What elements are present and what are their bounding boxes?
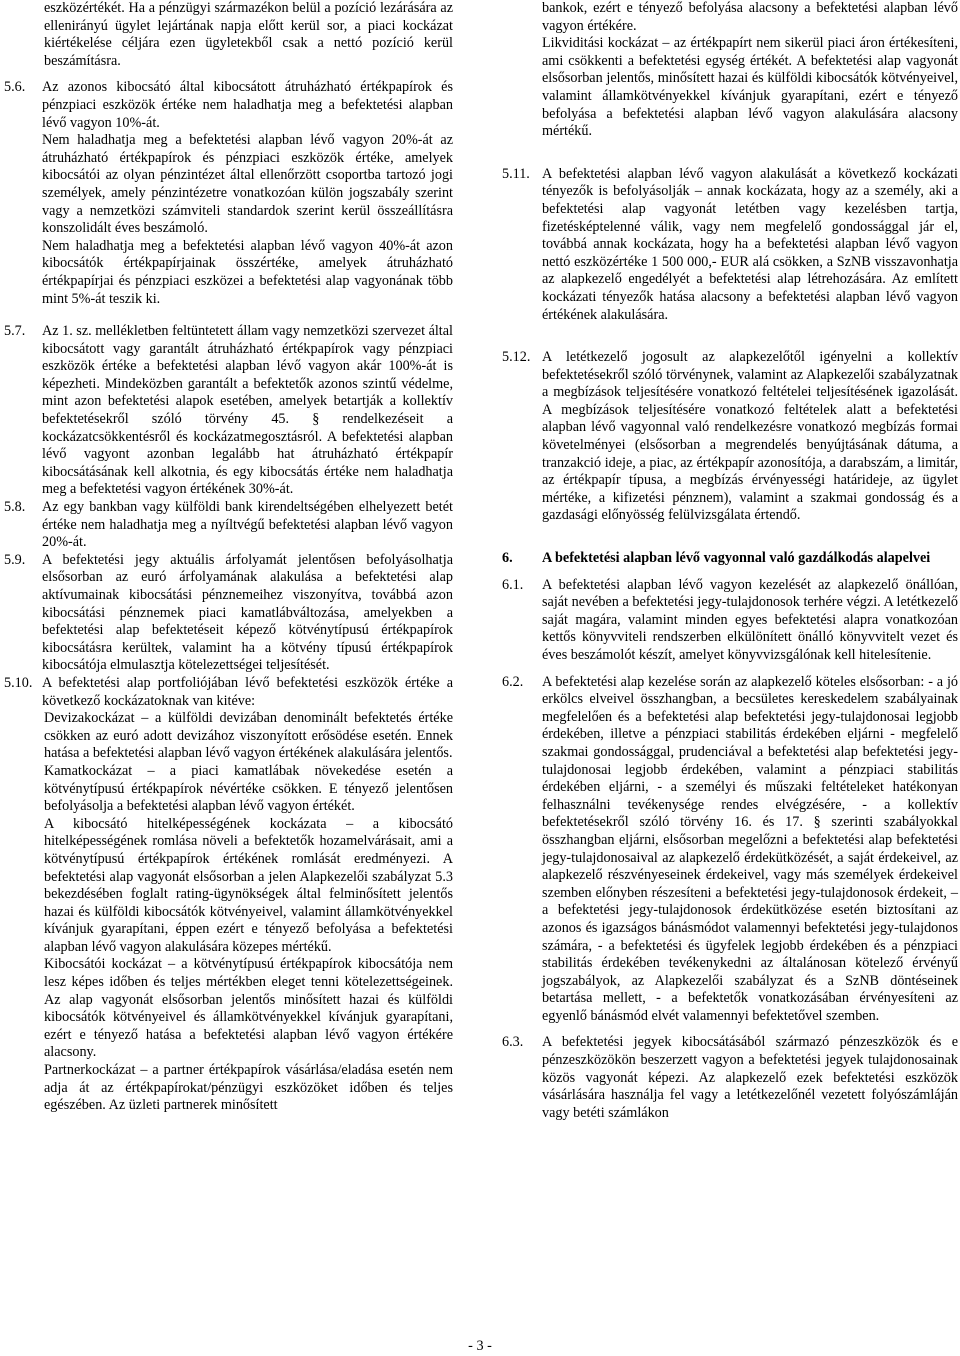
paragraph: A befektetési alap portfoliójában lévő befektetési eszközök értéke a következő kockázatoknak van kitéve: <box>42 674 453 709</box>
paragraph: A befektetési alapban lévő vagyon kezelését az alapkezelő önállóan, saját nevében a befektetési jegy-tulajdonosok terhére végzi. A letétkezelő saját magára, valamint minden egyes befektetési alapra vonatkozóan kettős könyvviteli rendszerben elkülönített önálló könyvvitelt vezet és éves beszámolót készít, amelyet könyvvizsgálónak kell hitelesítenie. <box>542 576 958 663</box>
risk-list <box>4 710 453 1115</box>
paragraph-continuation: eszközértékét. Ha a pénzügyi származékon belül a pozíció lezárására az ellenirányú ügylet lejártának napja előtt kerül sor, a piaci kockázat kiértékelése céljára ezen ügyletekből csak a nettó pozíció kerül beszámításra. <box>44 0 453 69</box>
risk-list-continued <box>502 0 958 141</box>
section-5-10 <box>4 675 453 710</box>
paragraph: Az egy bankban vagy külföldi bank kirendeltségében elhelyezett betét értéke nem haladhatja meg a nyíltvégű befektetési alapban lévő vagyon 20%-át. <box>42 499 453 551</box>
paragraph: A befektetési jegy aktuális árfolyamát jelentősen befolyásolhatja elsősorban az euró árfolyamának alakulása a befektetési alap aktívumainak kibocsátási pénznemeihez viszonyítva, továbbá azon kibocsátási pénznemek piaci kamatlábváltozása, amelyekben a befektetési alap befektetéseit képező kötvénytípusú értékpapírok kibocsátásra kerültek, valamint ha a kötvény típusú értékpapírok kibocsátója elmulasztja kötelezettségei teljesítését. <box>42 551 453 674</box>
paragraph: A kibocsátó hitelképességének kockázata – a kibocsátó hitelképességének romlása növeli a befektetők hozamelvárásait, ami a kötvénytípusú értékpapírok értékének romlását eredményezi. A befektetési alap vagyonát elsősorban a jelen Alapkezelői szabályzat 5.3 bekezdésében foglalt rating-ügynökségek által felminősített jelentős hazai és külföldi kibocsátók kötvényeivel, valamint államkötvényekkel kívánjuk gyarapítani, éppen ezért e tényező befolyása a befektetési alapban lévő vagyon alakulására közepes mértékű. <box>44 815 453 955</box>
paragraph: Az 1. sz. mellékletben feltüntetett állam vagy nemzetközi szervezet által kibocsátott vagy garantált átruházható értékpapírok vagy pénzpiaci eszközök értéke a befektetési alapban lévő vagyon akár 100%-át is képezheti. Mindeközben garantált a befektetők azonos szintű védelme, mint azon befektetési alapok esetében, amelyek betartják a kollektív befektetésekről szóló törvény 45. § rendelkezéseit a kockázatcsökkentésről és kockázatmegosztásról. A befektetési alapban lévő vagyont azonban legalább hat átruházható értékpapír kibocsátásának kell alkotnia, és egy kibocsátás értéke nem haladhatja meg a befektetési vagyon értékének 30%-át. <box>42 323 453 498</box>
paragraph: A befektetési alap kezelése során az alapkezelő köteles elsősorban: - a jó erkölcs elveivel összhangban, a becsületes kereskedelem szabályainak megfelelően és a befektetési alap befektetési jegy-tulajdonosai legjobb érdekében, illetve a pénzpiaci stabilitás érdekében eljárni - megfelelő szakmai gondossággal, prudenciával a befektetési alap befektetési jegy-tulajdonosai legjobb érdekében, valamint a pénzpiaci stabilitás érdekében eljárni, - a személyi és műszaki feltételeket hatékonyan felhasználni tevékenysége rendes elvégzésére, - a kollektív befektetésekről szóló törvény 16. és 17. § szerinti szabályokkal összhangban eljárni, elsősorban megelőzni a befektetési alap befektetési jegy-tulajdonosaival az alapkezelő érdekütközését, a saját érdekeivel, az alapkezelő részvényeseinek érdekeivel, vagy más személyek érdekeivel szemben előnyben részesíteni a befektetési jegy-tulajdonosok érdekeit, – a befektetési jegy-tulajdonosok érdekütközése esetén biztosítani az azonos és igazságos bánásmódot valamennyi befektetési jegy-tulajdonos számára, - a befektetési és ügyfelek legjobb érdekében és a pénzpiaci stabilitás érdekében tevékenykedni az általánosan kötelező érvényű jogszabályok, az Alapkezelői szabályzat és a SzNB döntéseinek betartása mellett, - a befektetők vonatkozásában érvényesíteni az egyenlő bánásmód elvét valamennyi befektetővel szemben. <box>542 673 958 1024</box>
section-number: 5.7. <box>4 323 26 340</box>
page-number: - 3 - <box>468 1338 492 1354</box>
section-5-6 <box>4 79 453 308</box>
section-title: A befektetési alapban lévő vagyonnal való gazdálkodás alapelvei <box>542 550 931 567</box>
section-number: 5.10. <box>4 674 33 691</box>
section-6-3 <box>502 1034 958 1122</box>
section-5-12 <box>502 349 958 525</box>
paragraph: A befektetési jegyek kibocsátásából származó pénzeszközök és e pénzeszközökön beszerzett vagyon a befektetési jegyek tulajdonosainak közös vagyonát képezi. Az alapkezelő ezek befektetési eszközök vásárlására használja fel vagy a letétkezelőnél vezetett folyószámláján vagy betéti számlákon <box>542 1034 958 1121</box>
section-number: 5.12. <box>502 349 531 366</box>
section-number: 6.1. <box>502 576 524 593</box>
section-6-2 <box>502 674 958 1026</box>
section-number: 6.2. <box>502 673 524 690</box>
paragraph: Partnerkockázat – a partner értékpapírok vásárlása/eladása esetén nem adja át az értékpapírokat/pénzügyi eszközöket időben és teljes egészében. Az üzleti partnerek minősített <box>44 1062 453 1114</box>
section-number: 5.8. <box>4 499 26 516</box>
section-number: 5.9. <box>4 551 26 568</box>
section-5-11 <box>502 166 958 324</box>
paragraph: Az azonos kibocsátó által kibocsátott átruházható értékpapírok és pénzpiaci eszközök értéke nem haladhatja meg a befektetési alapban lévő vagyon 10%-át. <box>42 79 453 131</box>
paragraph: Devizakockázat – a külföldi devizában denominált befektetés értéke csökken az euró adott devizához viszonyított erősödése esetén. Ennek hatása a befektetési alapban lévő vagyon értékének alakulására jelentős. <box>44 710 453 762</box>
section-number: 5.6. <box>4 79 26 96</box>
section-5-7 <box>4 323 453 499</box>
paragraph: Kamatkockázat – a piaci kamatlábak növekedése esetén a kötvénytípusú értékpapírok névértéke csökken. E tényező jelentősen befolyásolja a befektetési alapban lévő vagyon értékét. <box>44 762 453 815</box>
paragraph: Nem haladhatja meg a befektetési alapban lévő vagyon 40%-át azon kibocsátók értékpapírjainak összértéke, amelyek átruházható értékpapírjai és pénzpiaci eszközei a befektetési alap vagyonának több mint 5%-át teszik ki. <box>42 237 453 307</box>
paragraph: Nem haladhatja meg a befektetési alapban lévő vagyon 20%-át az átruházható értékpapírok és pénzpiaci eszközök értéke, amelyek kibocsátói az olyan pénzintézet által ellenőrzött csoportba tartozó jogi személyek, amely pénzintézetre vonatkozóan külön jogszabály szerint vagy a nemzetközi számviteli standardok szerint kerül összeállításra konszolidált éves beszámoló. <box>42 132 453 237</box>
paragraph: A befektetési alapban lévő vagyon alakulását a következő kockázati tényezők is befolyásolják – annak kockázata, hogy az a személy, aki a befektetési alap vagyonát letétben vagy kezelésben tartja, fizetésképtelenné válik, vagy nem megfelelő gondossággal jár el, továbbá annak kockázata, hogy ha a befektetési alapban lévő vagyon nettó eszközértéke 1 500 000,- EUR alá csökken, a SzNB visszavonhatja az alapkezelő engedélyét a befektetési alap létrehozására. Az említett kockázati tényezők hatása alacsony a befektetési alapban lévő vagyon értékének alakulására. <box>542 165 958 323</box>
right-column <box>502 0 958 1122</box>
section-number: 6.3. <box>502 1034 524 1051</box>
section-number: 6. <box>502 550 513 567</box>
section-number: 5.11. <box>502 165 530 182</box>
paragraph: Likviditási kockázat – az értékpapírt nem sikerül piaci áron értékesíteni, ami csökkenti a befektetési egység értékét. A befektetési alap vagyonát elsősorban jelentős, minősített hazai és külföldi kibocsátók kötvényeivel, valamint államkötvényekkel kívánjuk gyarapítani, ezért e tényező befolyása a befektetési alapban lévő vagyon alakulására alacsony mértékű. <box>542 35 958 140</box>
section-5-9 <box>4 552 453 675</box>
section-6-1 <box>502 577 958 665</box>
paragraph: Kibocsátói kockázat – a kötvénytípusú értékpapírok kibocsátója nem lesz képes időben és teljes mértékben eleget tenni kötelezettségeinek. Az alap vagyonát elsősorban jelentős minősített hazai és külföldi kibocsátók kötvényeivel és államkötvényekkel kívánjuk gyarapítani, ezért e tényező hatása a befektetési alapban lévő vagyon értékére alacsony. <box>44 956 453 1061</box>
section-6-heading <box>502 550 958 568</box>
paragraph: A letétkezelő jogosult az alapkezelőtől igényelni a kollektív befektetésekről szóló törvénynek, valamint az Alapkezelői szabályzatnak a megbízások teljesítésére vonatkozó feltételei teljesítésének igazolását. A megbízások teljesítésére vonatkozó feltételek alatt a befektetési alapban lévő vagyonnal való rendelkezésre vonatkozó megbízás formai követelményei (elsősorban a megrendelés benyújtásának dátuma, a tranzakció ideje, a piac, az értékpapír azonosítója, a darabszám, a limitár, az értékpapír típusa, a megbízás érvényességi határideje, az ügylet mértéke, a kifizetési pénznem), valamint a szakmai gondosság és a gazdasági előnyösség felülvizsgálata értendő. <box>542 349 958 524</box>
section-5-8 <box>4 499 453 552</box>
paragraph: bankok, ezért e tényező befolyása alacsony a befektetési alapban lévő vagyon értékére. <box>542 0 958 34</box>
left-column <box>4 0 453 1115</box>
